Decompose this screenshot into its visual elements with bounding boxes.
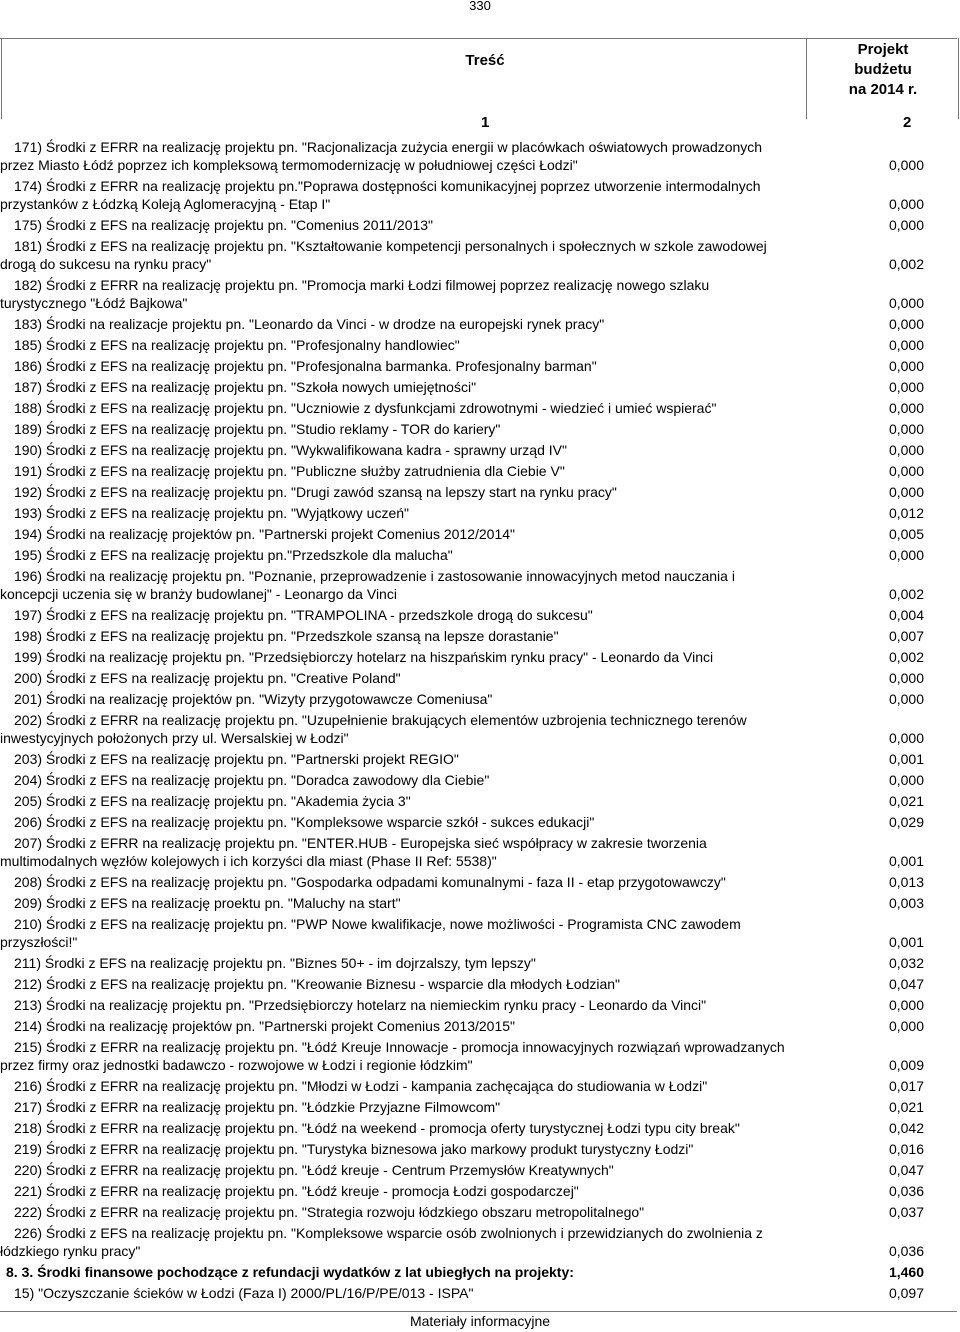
table-row xyxy=(0,176,960,215)
table-row xyxy=(0,1118,960,1139)
row-value: 0,005 xyxy=(888,526,924,542)
table-row xyxy=(0,812,960,833)
row-value: 0,001 xyxy=(888,853,924,869)
row-value: 0,021 xyxy=(888,793,924,809)
row-value: 0,047 xyxy=(888,1162,924,1178)
row-value: 0,017 xyxy=(888,1078,924,1094)
row-value: 0,000 xyxy=(888,691,924,707)
table-row xyxy=(0,545,960,566)
row-value: 0,000 xyxy=(888,421,924,437)
row-description: 194) Środki na realizację projektów pn. "Partnerski projekt Comenius 2012/2014" xyxy=(14,526,515,542)
row-value: 0,000 xyxy=(888,997,924,1013)
row-value: 0,042 xyxy=(888,1120,924,1136)
row-value: 0,000 xyxy=(888,295,924,311)
table-row xyxy=(0,974,960,995)
row-description: 209) Środki z EFS na realizację proektu pn. "Maluchy na start" xyxy=(14,895,401,911)
table-row xyxy=(0,419,960,440)
row-value: 0,000 xyxy=(888,1018,924,1034)
row-description: 210) Środki z EFS na realizację projektu pn. "PWP Nowe kwalifikacje, nowe możliwości - Programista CNC zawodem przyszłości!" xyxy=(0,916,741,950)
row-value: 0,097 xyxy=(888,1285,924,1301)
column-header-budget-line: na 2014 r. xyxy=(848,81,918,98)
table-row xyxy=(0,770,960,791)
row-value: 0,047 xyxy=(888,976,924,992)
table-row xyxy=(0,440,960,461)
row-description: 188) Środki z EFS na realizację projektu pn. "Uczniowie z dysfunkcjami zdrowotnymi - wiedzieć i umieć wspierać" xyxy=(14,400,717,416)
row-description: 182) Środki z EFRR na realizację projektu pn. "Promocja marki Łodzi filmowej poprzez realizację nowego szlaku turystycznego "Łódź Bajkowa" xyxy=(0,277,710,311)
table-row xyxy=(0,236,960,275)
table-row xyxy=(0,605,960,626)
table-row xyxy=(0,275,960,314)
row-description: 216) Środki z EFRR na realizację projektu pn. "Młodzi w Łodzi - kampania zachęcająca do studiowania w Łodzi" xyxy=(14,1078,708,1094)
row-description: 191) Środki z EFS na realizację projektu pn. "Publiczne służby zatrudnienia dla Ciebie V" xyxy=(14,463,565,479)
column-number-1: 1 xyxy=(481,114,490,131)
row-value: 0,009 xyxy=(888,1057,924,1073)
table-row xyxy=(0,953,960,974)
row-description: 174) Środki z EFRR na realizację projektu pn."Poprawa dostępności komunikacyjnej poprzez utworzenie intermodalnych przystanków z Łódzką Koleją Aglomeracyjną - Etap I" xyxy=(0,178,761,212)
table-row xyxy=(0,647,960,668)
table-row xyxy=(0,893,960,914)
row-description: 220) Środki z EFRR na realizację projektu pn. "Łódź kreuje - Centrum Przemysłów Kreatywnych" xyxy=(14,1162,614,1178)
row-description: 15) "Oczyszczanie ścieków w Łodzi (Faza I) 2000/PL/16/P/PE/013 - ISPA" xyxy=(14,1285,474,1301)
budget-table-body xyxy=(0,137,960,1304)
row-description: 222) Środki z EFRR na realizację projektu pn. "Strategia rozwoju łódzkiego obszaru metropolitalnego" xyxy=(14,1204,645,1220)
row-value: 0,002 xyxy=(888,649,924,665)
column-header-content: Treść xyxy=(465,52,505,69)
row-value: 0,016 xyxy=(888,1141,924,1157)
table-row xyxy=(0,461,960,482)
table-row xyxy=(0,1202,960,1223)
row-value: 0,036 xyxy=(888,1243,924,1259)
table-row xyxy=(0,1181,960,1202)
column-header-budget-line: Projekt xyxy=(857,41,909,58)
row-value: 1,460 xyxy=(888,1264,924,1280)
row-value: 0,000 xyxy=(888,772,924,788)
row-value: 0,032 xyxy=(888,955,924,971)
table-right-border xyxy=(958,38,959,119)
table-row xyxy=(0,1223,960,1262)
row-description: 193) Środki z EFS na realizację projektu pn. "Wyjątkowy uczeń" xyxy=(14,505,409,521)
row-description: 221) Środki z EFRR na realizację projektu pn. "Łódź kreuje - promocja Łodzi gospodarczej" xyxy=(14,1183,579,1199)
table-row xyxy=(0,995,960,1016)
table-row xyxy=(0,356,960,377)
row-description: 195) Środki z EFS na realizację projektu pn."Przedszkole dla malucha" xyxy=(14,547,453,563)
row-description: 202) Środki z EFRR na realizację projektu pn. "Uzupełnienie brakujących elementów uzbrojenia technicznego terenów inwestycyjnych położonych przy ul. Wersalskiej w Łodzi" xyxy=(0,712,747,746)
table-left-border xyxy=(1,38,2,119)
table-row xyxy=(0,215,960,236)
row-description: 199) Środki na realizację projektu pn. "Przedsiębiorczy hotelarz na hiszpańskim rynku pracy" - Leonardo da Vinci xyxy=(14,649,714,665)
page-number: 330 xyxy=(469,0,491,13)
table-row xyxy=(0,503,960,524)
row-value: 0,021 xyxy=(888,1099,924,1115)
table-row xyxy=(0,398,960,419)
row-description: 171) Środki z EFRR na realizację projektu pn. "Racjonalizacja zużycia energii w placówkach oświatowych prowadzonych przez Miasto Łódź poprzez ich kompleksową termomodernizację w południowej części Łodzi" xyxy=(0,139,763,173)
table-row xyxy=(0,482,960,503)
table-row xyxy=(0,1139,960,1160)
table-row xyxy=(0,749,960,770)
footer-text: Materiały informacyjne xyxy=(409,1313,551,1329)
row-value: 0,002 xyxy=(888,586,924,602)
row-description: 187) Środki z EFS na realizację projektu pn. "Szkoła nowych umiejętności" xyxy=(14,379,477,395)
row-description: 218) Środki z EFRR na realizację projektu pn. "Łódź na weekend - promocja oferty turystycznej Łodzi typu city break" xyxy=(14,1120,740,1136)
column-header-budget xyxy=(810,40,956,100)
table-column-divider xyxy=(806,38,807,119)
row-value: 0,000 xyxy=(888,217,924,233)
table-row xyxy=(0,566,960,605)
row-value: 0,000 xyxy=(888,442,924,458)
row-value: 0,000 xyxy=(888,730,924,746)
table-row xyxy=(0,524,960,545)
row-value: 0,000 xyxy=(888,316,924,332)
row-value: 0,003 xyxy=(888,895,924,911)
row-value: 0,007 xyxy=(888,628,924,644)
row-description: 208) Środki z EFS na realizację projektu pn. "Gospodarka odpadami komunalnymi - faza II - etap przygotowawczy" xyxy=(14,874,726,890)
row-description: 206) Środki z EFS na realizację projektu pn. "Kompleksowe wsparcie szkół - sukces edukacji" xyxy=(14,814,595,830)
row-description: 207) Środki z EFRR na realizację projektu pn. "ENTER.HUB - Europejska sieć współpracy w zakresie tworzenia multimodalnych węzłów kolejowych i ich korzyści dla miast (Phase II Ref: 5538)" xyxy=(0,835,707,869)
column-header-budget-line: budżetu xyxy=(854,61,912,78)
row-value: 0,000 xyxy=(888,358,924,374)
row-description: 189) Środki z EFS na realizację projektu pn. "Studio reklamy - TOR do kariery" xyxy=(14,421,501,437)
row-description: 198) Środki z EFS na realizację projektu pn. "Przedszkole szansą na lepsze dorastanie" xyxy=(14,628,559,644)
table-row xyxy=(0,833,960,872)
row-description: 200) Środki z EFS na realizację projektu pn. "Creative Poland" xyxy=(14,670,401,686)
row-value: 0,000 xyxy=(888,400,924,416)
row-value: 0,001 xyxy=(888,934,924,950)
table-row xyxy=(0,626,960,647)
table-row xyxy=(0,335,960,356)
table-row xyxy=(0,1037,960,1076)
table-row xyxy=(0,1016,960,1037)
row-value: 0,000 xyxy=(888,379,924,395)
row-description: 214) Środki na realizację projektów pn. "Partnerski projekt Comenius 2013/2015" xyxy=(14,1018,515,1034)
row-description: 212) Środki z EFS na realizację projektu pn. "Kreowanie Biznesu - wsparcie dla młodych Łodzian" xyxy=(14,976,621,992)
table-row xyxy=(0,914,960,953)
row-value: 0,000 xyxy=(888,463,924,479)
footer-rule xyxy=(0,1311,957,1312)
row-value: 0,036 xyxy=(888,1183,924,1199)
row-value: 0,012 xyxy=(888,505,924,521)
row-description: 201) Środki na realizację projektów pn. "Wizyty przygotowawcze Comeniusa" xyxy=(14,691,493,707)
row-description: 197) Środki z EFS na realizację projektu pn. "TRAMPOLINA - przedszkole drogą do sukcesu" xyxy=(14,607,593,623)
row-description: 219) Środki z EFRR na realizację projektu pn. "Turystyka biznesowa jako markowy produkt turystyczny Łodzi" xyxy=(14,1141,694,1157)
column-number-2: 2 xyxy=(903,114,912,131)
table-row xyxy=(0,872,960,893)
row-value: 0,000 xyxy=(888,670,924,686)
row-description: 190) Środki z EFS na realizację projektu pn. "Wykwalifikowana kadra - sprawny urząd IV" xyxy=(14,442,567,458)
row-description: 183) Środki na realizacje projektu pn. "Leonardo da Vinci - w drodze na europejski rynek pracy" xyxy=(14,316,605,332)
table-top-rule xyxy=(0,38,957,39)
table-row xyxy=(0,689,960,710)
table-row xyxy=(0,314,960,335)
row-description: 181) Środki z EFS na realizację projektu pn. "Kształtowanie kompetencji personalnych i społecznych w szkole zawodowej drogą do sukcesu na rynku pracy" xyxy=(0,238,767,272)
row-description: 186) Środki z EFS na realizację projektu pn. "Profesjonalna barmanka. Profesjonalny barman" xyxy=(14,358,597,374)
row-value: 0,013 xyxy=(888,874,924,890)
row-value: 0,037 xyxy=(888,1204,924,1220)
row-description: 196) Środki na realizację projektu pn. "Poznanie, przeprowadzenie i zastosowanie innowacyjnych metod nauczania i koncepcji uczenia się w branży budowlanej" - Leonargo da Vinci xyxy=(0,568,735,602)
row-description: 185) Środki z EFS na realizację projektu pn. "Profesjonalny handlowiec" xyxy=(14,337,460,353)
row-value: 0,000 xyxy=(888,157,924,173)
row-description: 8. 3. Środki finansowe pochodzące z refundacji wydatków z lat ubiegłych na projekty: xyxy=(6,1264,574,1280)
table-row xyxy=(0,1283,960,1304)
row-description: 217) Środki z EFRR na realizację projektu pn. "Łódzkie Przyjazne Filmowcom" xyxy=(14,1099,501,1115)
row-description: 213) Środki na realizację projektu pn. "Przedsiębiorczy hotelarz na niemieckim rynku pracy - Leonardo da Vinci" xyxy=(14,997,707,1013)
row-description: 175) Środki z EFS na realizację projektu pn. "Comenius 2011/2013" xyxy=(14,217,434,233)
row-value: 0,000 xyxy=(888,337,924,353)
row-description: 215) Środki z EFRR na realizację projektu pn. "Łódź Kreuje Innowacje - promocja innowacyjnych rozwiązań wprowadzanych przez firmy oraz jednostki badawczo - rozwojowe w Łodzi i regionie łódzkim" xyxy=(0,1039,785,1073)
row-description: 211) Środki z EFS na realizację projektu pn. "Biznes 50+ - im dojrzalszy, tym lepszy" xyxy=(14,955,536,971)
table-row xyxy=(0,377,960,398)
row-description: 203) Środki z EFS na realizację projektu pn. "Partnerski projekt REGIO" xyxy=(14,751,459,767)
row-value: 0,002 xyxy=(888,256,924,272)
row-description: 205) Środki z EFS na realizację projektu pn. "Akademia życia 3" xyxy=(14,793,411,809)
table-row xyxy=(0,791,960,812)
table-row xyxy=(0,137,960,176)
section-heading-row xyxy=(0,1262,960,1283)
table-row xyxy=(0,1097,960,1118)
row-description: 226) Środki z EFS na realizację projektu pn. "Kompleksowe wsparcie osób zwolnionych i przewidzianych do zwolnienia z łódzkiego rynku pracy" xyxy=(0,1225,763,1259)
table-row xyxy=(0,1076,960,1097)
row-value: 0,004 xyxy=(888,607,924,623)
row-description: 192) Środki z EFS na realizację projektu pn. "Drugi zawód szansą na lepszy start na rynku pracy" xyxy=(14,484,617,500)
row-description: 204) Środki z EFS na realizację projektu pn. "Doradca zawodowy dla Ciebie" xyxy=(14,772,490,788)
row-value: 0,000 xyxy=(888,484,924,500)
row-value: 0,000 xyxy=(888,547,924,563)
row-value: 0,029 xyxy=(888,814,924,830)
table-row xyxy=(0,1160,960,1181)
table-row xyxy=(0,710,960,749)
row-value: 0,001 xyxy=(888,751,924,767)
table-row xyxy=(0,668,960,689)
row-value: 0,000 xyxy=(888,196,924,212)
